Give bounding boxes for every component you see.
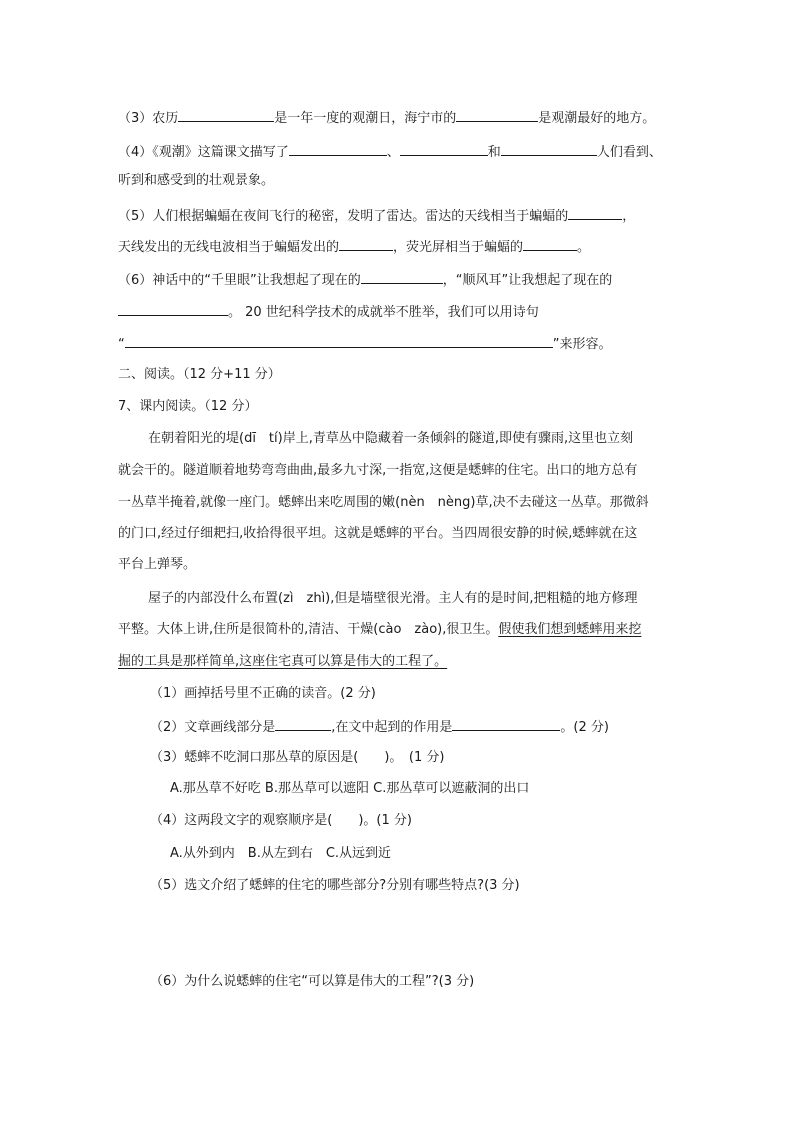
passage-line: 就会干的。隧道顺着地势弯弯曲曲,最多九寸深,一指宽,这便是蟋蟀的住宅。出口的地方总有 bbox=[118, 463, 638, 478]
q4-text-d: 人们看到、 bbox=[596, 145, 662, 160]
underlined-passage: 掘的工具是那样简单,这座住宅真可以算是伟大的工程了。 bbox=[118, 654, 448, 669]
q3-text-c: 是观潮最好的地方。 bbox=[538, 111, 656, 126]
q4-blank-2[interactable] bbox=[400, 141, 488, 156]
reading-question-1: （1）画掉括号里不正确的读音。(2 分) bbox=[150, 686, 376, 701]
q3-text-b: 是一年一度的观潮日，海宁市的 bbox=[274, 111, 457, 126]
q6-text-b: ，“顺风耳”让我想起了现在的 bbox=[442, 273, 613, 288]
q6-blank-poem[interactable] bbox=[125, 333, 553, 348]
q6-blank-2[interactable] bbox=[118, 301, 228, 316]
fill-question-6 bbox=[118, 269, 612, 291]
fill-question-4 bbox=[118, 141, 662, 163]
q5-blank-3[interactable] bbox=[523, 236, 577, 251]
passage-text: 平整。大体上讲,住所是很简朴的,清洁、干燥(cào zào),很卫生。 bbox=[118, 622, 499, 637]
passage-line: 屋子的内部没什么布置(zì zhì),但是墙壁很光滑。主人有的是时间,把粗糙的地方修理 bbox=[148, 591, 638, 606]
q2-blank-1[interactable] bbox=[275, 716, 331, 731]
q3-blank-date[interactable] bbox=[178, 107, 274, 122]
reading-question-4-options: A.从外到内 B.从左到右 C.从远到近 bbox=[170, 846, 392, 861]
fill-question-6-cont bbox=[118, 301, 539, 323]
passage-line: 一丛草半掩着,就像一座门。蟋蟀出来吃周围的嫩(nèn nèng)草,决不去碰这一丛草。那微斜 bbox=[118, 495, 649, 510]
q2-blank-2[interactable] bbox=[452, 716, 560, 731]
q4-blank-1[interactable] bbox=[289, 141, 387, 156]
reading-question-6: （6）为什么说蟋蟀的住宅“可以算是伟大的工程”?(3 分) bbox=[150, 974, 475, 989]
q6-text-a: （6）神话中的“千里眼”让我想起了现在的 bbox=[118, 273, 361, 288]
fill-question-4-cont bbox=[118, 171, 274, 191]
fill-question-5-cont bbox=[118, 236, 590, 258]
q5-blank-2[interactable] bbox=[339, 236, 393, 251]
q3-blank-place[interactable] bbox=[456, 107, 538, 122]
q6-text-e: ”来形容。 bbox=[552, 337, 612, 352]
q4-text-c: 和 bbox=[487, 145, 501, 160]
q2-text-b: ,在文中起到的作用是 bbox=[331, 720, 453, 735]
q6-blank-1[interactable] bbox=[361, 269, 443, 284]
section-2-subheading: 7、课内阅读。（12 分） bbox=[118, 399, 258, 414]
reading-question-5: （5）选文介绍了蟋蟀的住宅的哪些部分?分别有哪些特点?(3 分) bbox=[150, 878, 520, 893]
reading-question-4: （4）这两段文字的观察顺序是( )。(1 分) bbox=[150, 813, 412, 828]
q4-blank-3[interactable] bbox=[501, 141, 597, 156]
passage-line: 平台上弹琴。 bbox=[118, 557, 197, 572]
reading-question-3: （3）蟋蟀不吃洞口那丛草的原因是( )。 (1 分) bbox=[150, 750, 445, 765]
fill-question-6-poem bbox=[118, 333, 612, 355]
section-2-heading: 二、阅读。（12 分+11 分） bbox=[118, 367, 281, 382]
q5-text-b: ， bbox=[622, 209, 636, 224]
q6-text-d: “ bbox=[118, 337, 125, 352]
reading-question-2 bbox=[150, 716, 609, 738]
q5-text-d: ，荧光屏相当于蝙蝠的 bbox=[393, 240, 524, 255]
reading-question-3-options: A.那丛草不好吃 B.那丛草可以遮阳 C.那丛草可以遮蔽洞的出口 bbox=[170, 781, 530, 796]
fill-question-5 bbox=[118, 205, 635, 227]
passage-line: 的门口,经过仔细耙扫,收拾得很平坦。这就是蟋蟀的平台。当四周很安静的时候,蟋蟀就在这 bbox=[118, 526, 638, 541]
passage-line: 在朝着阳光的堤(dī tí)岸上,青草丛中隐藏着一条倾斜的隧道,即使有骤雨,这里也立刻 bbox=[148, 431, 634, 446]
q2-text-c: 。(2 分) bbox=[560, 720, 609, 735]
q5-text-e: 。 bbox=[577, 240, 591, 255]
fill-question-3 bbox=[118, 107, 655, 129]
q4-text-a: （4）《观潮》这篇课文描写了 bbox=[118, 145, 289, 160]
underlined-passage: 假使我们想到蟋蟀用来挖 bbox=[498, 622, 642, 637]
q4-text-e: 听到和感受到的壮观景象。 bbox=[118, 173, 275, 188]
q5-blank-1[interactable] bbox=[568, 205, 622, 220]
q2-text-a: （2）文章画线部分是 bbox=[150, 720, 276, 735]
passage-line bbox=[118, 620, 641, 640]
q4-text-b: 、 bbox=[386, 145, 400, 160]
q5-text-c: 天线发出的无线电波相当于蝙蝠发出的 bbox=[118, 240, 340, 255]
q3-text-a: （3）农历 bbox=[118, 111, 179, 126]
q5-text-a: （5）人们根据蝙蝠在夜间飞行的秘密，发明了雷达。雷达的天线相当于蝙蝠的 bbox=[118, 209, 569, 224]
q6-text-c: 。 20 世纪科学技术的成就举不胜举，我们可以用诗句 bbox=[228, 305, 539, 320]
